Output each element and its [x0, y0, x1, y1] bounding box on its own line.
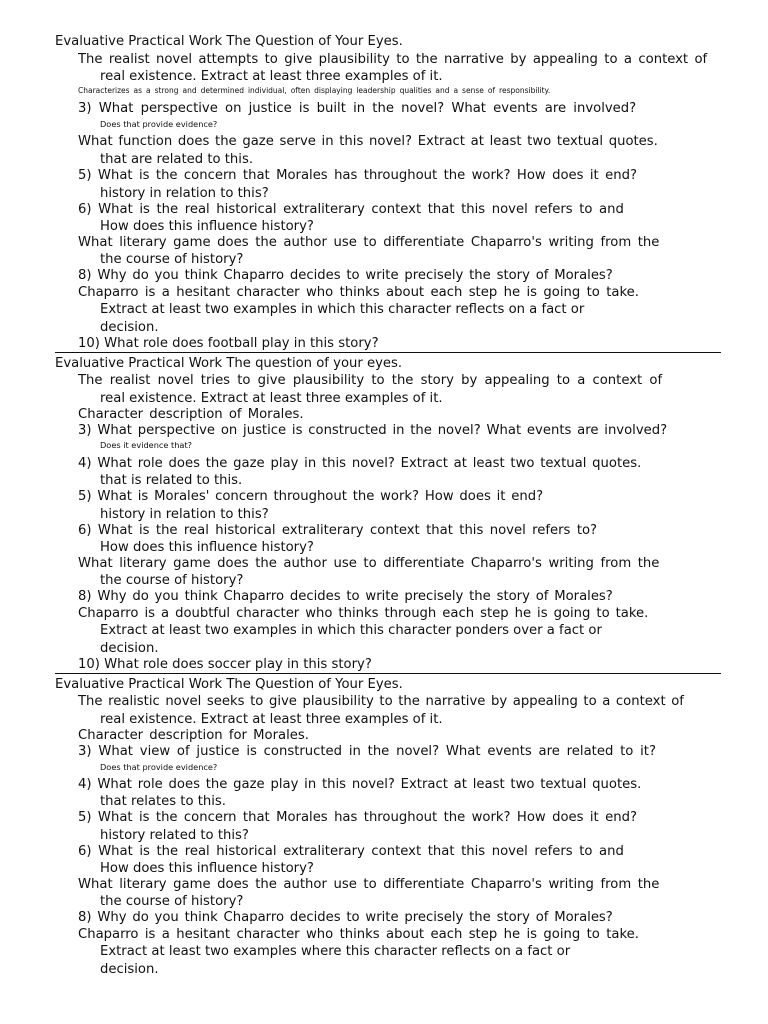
section-divider	[55, 352, 721, 353]
text-line: decision.	[100, 320, 159, 335]
text-line: How does this influence history?	[100, 219, 314, 234]
section-divider	[55, 673, 721, 674]
question-6: 6) What is the real historical extraliterary context that this novel refers to and	[78, 844, 624, 859]
text-line-small: Does that provide evidence?	[100, 119, 218, 129]
text-line-small: Characterizes as a strong and determined individual, often displaying leadership qualities and a sense of responsibility.	[78, 86, 551, 95]
text-line: real existence. Extract at least three examples of it.	[100, 712, 443, 727]
question-9: Chaparro is a doubtful character who thinks through each step he is going to take.	[78, 606, 649, 621]
text-line: real existence. Extract at least three examples of it.	[100, 69, 443, 84]
question-10: 10) What role does soccer play in this story?	[78, 657, 372, 672]
question-10: 10) What role does football play in this story?	[78, 336, 379, 351]
question-6: 6) What is the real historical extraliterary context that this novel refers to?	[78, 523, 598, 538]
question-4: 4) What role does the gaze play in this novel? Extract at least two textual quotes.	[78, 777, 642, 792]
question-9: Chaparro is a hesitant character who thinks about each step he is going to take.	[78, 285, 639, 300]
text-line: Character description of Morales.	[78, 407, 304, 422]
text-line: Character description for Morales.	[78, 728, 309, 743]
text-line-small: Does that provide evidence?	[100, 762, 218, 772]
text-line: The realist novel tries to give plausibility to the story by appealing to a context of	[78, 373, 663, 388]
question-6: 6) What is the real historical extraliterary context that this novel refers to and	[78, 202, 624, 217]
text-line: decision.	[100, 641, 159, 656]
text-line: Extract at least two examples where this character reflects on a fact or	[100, 944, 571, 959]
text-line: real existence. Extract at least three examples of it.	[100, 391, 443, 406]
text-line: Extract at least two examples in which this character ponders over a fact or	[100, 623, 602, 638]
text-line: that is related to this.	[100, 473, 243, 488]
question-5: 5) What is the concern that Morales has throughout the work? How does it end?	[78, 168, 637, 183]
question-3: 3) What perspective on justice is constructed in the novel? What events are involved?	[78, 423, 668, 438]
text-line: that relates to this.	[100, 794, 226, 809]
text-line-small: Does it evidence that?	[100, 440, 193, 450]
question-8: 8) Why do you think Chaparro decides to write precisely the story of Morales?	[78, 589, 613, 604]
text-line: Extract at least two examples in which this character reflects on a fact or	[100, 302, 585, 317]
text-line: the course of history?	[100, 252, 244, 267]
question-5: 5) What is the concern that Morales has throughout the work? How does it end?	[78, 810, 637, 825]
text-line: decision.	[100, 962, 159, 977]
section-title: Evaluative Practical Work The Question of Your Eyes.	[55, 34, 403, 49]
question-7: What literary game does the author use to differentiate Chaparro's writing from the	[78, 556, 660, 571]
text-line: history related to this?	[100, 828, 249, 843]
question-3: 3) What view of justice is constructed in the novel? What events are related to it?	[78, 744, 656, 759]
text-line: that are related to this.	[100, 152, 254, 167]
question-4: 4) What role does the gaze play in this novel? Extract at least two textual quotes.	[78, 456, 642, 471]
question-8: 8) Why do you think Chaparro decides to write precisely the story of Morales?	[78, 910, 613, 925]
question-4: What function does the gaze serve in this novel? Extract at least two textual quotes.	[78, 134, 658, 149]
text-line: the course of history?	[100, 573, 244, 588]
section-title: Evaluative Practical Work The question of your eyes.	[55, 356, 403, 371]
text-line: How does this influence history?	[100, 861, 314, 876]
text-line: How does this influence history?	[100, 540, 314, 555]
question-5: 5) What is Morales' concern throughout the work? How does it end?	[78, 489, 544, 504]
section-title: Evaluative Practical Work The Question of Your Eyes.	[55, 677, 403, 692]
text-line: history in relation to this?	[100, 186, 269, 201]
text-line: the course of history?	[100, 894, 244, 909]
question-9: Chaparro is a hesitant character who thinks about each step he is going to take.	[78, 927, 639, 942]
text-line: history in relation to this?	[100, 507, 269, 522]
question-7: What literary game does the author use to differentiate Chaparro's writing from the	[78, 877, 660, 892]
question-7: What literary game does the author use to differentiate Chaparro's writing from the	[78, 235, 660, 250]
question-8: 8) Why do you think Chaparro decides to write precisely the story of Morales?	[78, 268, 613, 283]
text-line: The realist novel attempts to give plausibility to the narrative by appealing to a context of	[78, 52, 708, 67]
text-line: The realistic novel seeks to give plausibility to the narrative by appealing to a context of	[78, 694, 684, 709]
question-3: 3) What perspective on justice is built in the novel? What events are involved?	[78, 101, 637, 116]
